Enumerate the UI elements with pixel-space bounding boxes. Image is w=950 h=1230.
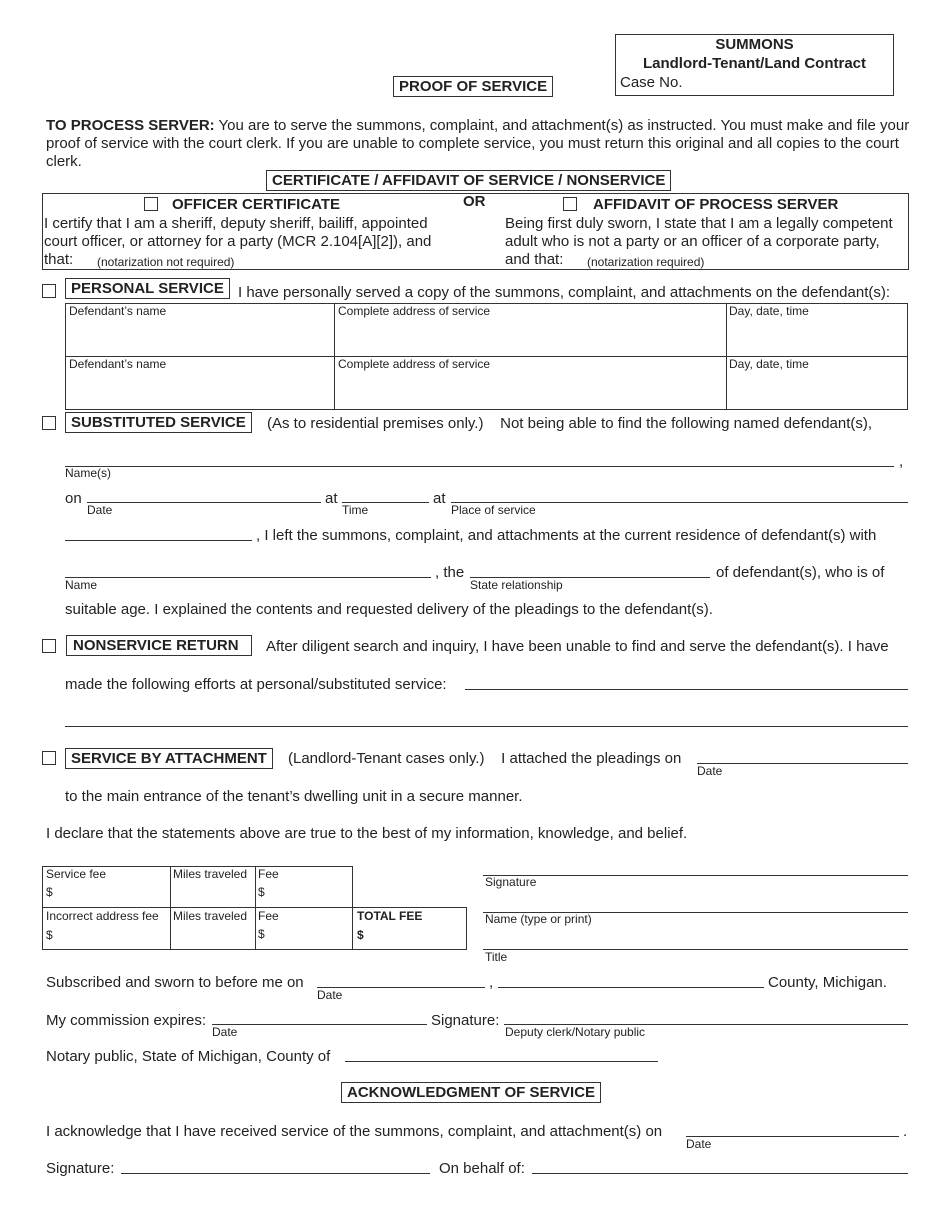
acknowledgment-title: ACKNOWLEDGMENT OF SERVICE <box>341 1082 601 1103</box>
sub-left-text: , I left the summons, complaint, and attachments at the current residence of defendant(s) with <box>256 527 877 544</box>
affidavit-line1: Being first duly sworn, I state that I am a legally competent <box>505 215 893 232</box>
personal-service-tag: PERSONAL SERVICE <box>65 278 230 299</box>
substituted-service-text: (As to residential premises only.) Not being able to find the following named defendant(s), <box>267 415 873 432</box>
total-fee-label: TOTAL FEE <box>357 909 423 923</box>
notary-county-line[interactable] <box>345 1061 658 1062</box>
personal-checkbox[interactable] <box>42 284 56 298</box>
officer-checkbox[interactable] <box>144 197 158 211</box>
nonservice-efforts-text: made the following efforts at personal/substituted service: <box>65 676 447 693</box>
sub-name-line[interactable] <box>65 577 431 578</box>
fee-dollar-1: $ <box>258 885 265 899</box>
instructions-lead: TO PROCESS SERVER: <box>46 117 215 134</box>
summons-box <box>615 34 894 96</box>
date-field-2[interactable]: Day, date, time <box>729 357 809 371</box>
attachment-text-2: to the main entrance of the tenant’s dwelling unit in a secure manner. <box>65 788 523 805</box>
certificate-or: OR <box>463 193 486 210</box>
fee-label-2: Fee <box>258 909 279 923</box>
names-line[interactable] <box>65 466 894 467</box>
acknowledgment-text: I acknowledge that I have received service of the summons, complaint, and attachment(s) on <box>46 1123 663 1140</box>
personal-service-text: I have personally served a copy of the summons, complaint, and attachments on the defendant(s): <box>238 284 891 301</box>
incorrect-fee-dollar: $ <box>46 928 53 942</box>
ack-signature-text: Signature: <box>46 1160 115 1177</box>
nonservice-return-tag: NONSERVICE RETURN <box>66 635 252 656</box>
substituted-service-tag: SUBSTITUTED SERVICE <box>65 412 252 433</box>
instructions-text: You are to serve the summons, complaint, and attachment(s) as instructed. You must make and file your proof of service with the court clerk. If you are unable to complete service, you must return this original and all copies to the court clerk. <box>46 117 910 170</box>
sub-relationship-label: State relationship <box>470 578 563 592</box>
ack-behalf-text: On behalf of: <box>439 1160 525 1177</box>
defendant-name-field-1[interactable]: Defendant’s name <box>69 304 167 318</box>
sub-suitable-text: suitable age. I explained the contents and requested delivery of the pleadings to the defendant(s). <box>65 601 713 618</box>
certificate-heading: CERTIFICATE / AFFIDAVIT OF SERVICE / NONSERVICE <box>266 170 671 191</box>
fee-label-1: Fee <box>258 867 279 881</box>
county-text: County, Michigan. <box>768 974 887 991</box>
affidavit-title: AFFIDAVIT OF PROCESS SERVER <box>593 196 839 213</box>
commission-text: My commission expires: <box>46 1012 207 1029</box>
ack-date-label: Date <box>686 1137 712 1151</box>
affidavit-checkbox[interactable] <box>563 197 577 211</box>
officer-title: OFFICER CERTIFICATE <box>172 196 341 213</box>
subscribed-date-label: Date <box>317 988 343 1002</box>
commission-date-label: Date <box>212 1025 238 1039</box>
on-label: on <box>65 490 82 507</box>
proof-title: PROOF OF SERVICE <box>393 76 553 97</box>
efforts-line-1[interactable] <box>465 689 908 690</box>
commission-date-line[interactable] <box>212 1024 427 1025</box>
declaration: I declare that the statements above are true to the best of my information, knowledge, and belief. <box>46 825 688 842</box>
fee-dollar-2: $ <box>258 927 265 941</box>
defendant-name-field-2[interactable]: Defendant’s name <box>69 357 167 371</box>
service-fee-dollar: $ <box>46 885 53 899</box>
signature-label: Signature <box>485 875 537 889</box>
sub-of-def-text: of defendant(s), who is of <box>716 564 885 581</box>
sub-the-text: , the <box>435 564 465 581</box>
attachment-date-line[interactable] <box>697 763 908 764</box>
summons-subtitle: Landlord-Tenant/Land Contract <box>642 55 867 72</box>
sub-date-label: Date <box>87 503 113 517</box>
sub-name-label: Name <box>65 578 98 592</box>
subscribed-text: Subscribed and sworn to before me on <box>46 974 304 991</box>
miles-label-1: Miles traveled <box>173 867 248 881</box>
case-no-label: Case No. <box>620 74 683 91</box>
affidavit-line2: adult who is not a party or an officer of a corporate party, <box>505 233 880 250</box>
ack-date-line[interactable] <box>686 1136 899 1137</box>
date-field-1[interactable]: Day, date, time <box>729 304 809 318</box>
affidavit-line3: and that: <box>505 251 564 268</box>
sub-place-label: Place of service <box>451 503 536 517</box>
service-by-attachment-tag: SERVICE BY ATTACHMENT <box>65 748 273 769</box>
title-label: Title <box>485 950 508 964</box>
notary-county-text: Notary public, State of Michigan, County of <box>46 1048 331 1065</box>
signature-line[interactable] <box>483 875 908 876</box>
county-line[interactable] <box>498 987 764 988</box>
table-col-divider-2 <box>726 303 727 410</box>
names-label: Name(s) <box>65 466 112 480</box>
names-comma: , <box>899 453 904 470</box>
address-field-1[interactable]: Complete address of service <box>338 304 491 318</box>
substituted-checkbox[interactable] <box>42 416 56 430</box>
officer-note: (notarization not required) <box>97 255 235 269</box>
attachment-date-label: Date <box>697 764 723 778</box>
attachment-checkbox[interactable] <box>42 751 56 765</box>
officer-line3: that: <box>44 251 74 268</box>
nonservice-text: After diligent search and inquiry, I have been unable to find and serve the defendant(s). I have <box>266 638 889 655</box>
officer-line2: court officer, or attorney for a party (MCR 2.104[A][2]), and <box>44 233 432 250</box>
at-label-1: at <box>325 490 338 507</box>
affidavit-note: (notarization required) <box>587 255 705 269</box>
efforts-line-2[interactable] <box>65 726 908 727</box>
instructions <box>46 117 912 171</box>
incorrect-fee-label: Incorrect address fee <box>46 909 159 923</box>
ack-period: . <box>903 1123 908 1140</box>
notary-signature-text: Signature: <box>431 1012 500 1029</box>
deputy-clerk-label: Deputy clerk/Notary public <box>505 1025 646 1039</box>
attachment-text: (Landlord-Tenant cases only.) I attached the pleadings on <box>288 750 682 767</box>
total-fee-dollar: $ <box>357 928 364 942</box>
table-col-divider-1 <box>334 303 335 410</box>
name-print-label: Name (type or print) <box>485 912 592 926</box>
address-field-2[interactable]: Complete address of service <box>338 357 491 371</box>
at-label-2: at <box>433 490 446 507</box>
subscribed-comma: , <box>489 974 494 991</box>
sub-leftwith-line[interactable] <box>65 540 252 541</box>
ack-behalf-line[interactable] <box>532 1173 908 1174</box>
nonservice-checkbox[interactable] <box>42 639 56 653</box>
title-line[interactable] <box>483 949 908 950</box>
ack-signature-line[interactable] <box>121 1173 430 1174</box>
service-fee-label: Service fee <box>46 867 107 881</box>
miles-label-2: Miles traveled <box>173 909 248 923</box>
sub-time-label: Time <box>342 503 369 517</box>
officer-line1: I certify that I am a sheriff, deputy sheriff, bailiff, appointed <box>44 215 428 232</box>
summons-title: SUMMONS <box>715 36 794 53</box>
sub-date-line[interactable] <box>87 502 321 503</box>
